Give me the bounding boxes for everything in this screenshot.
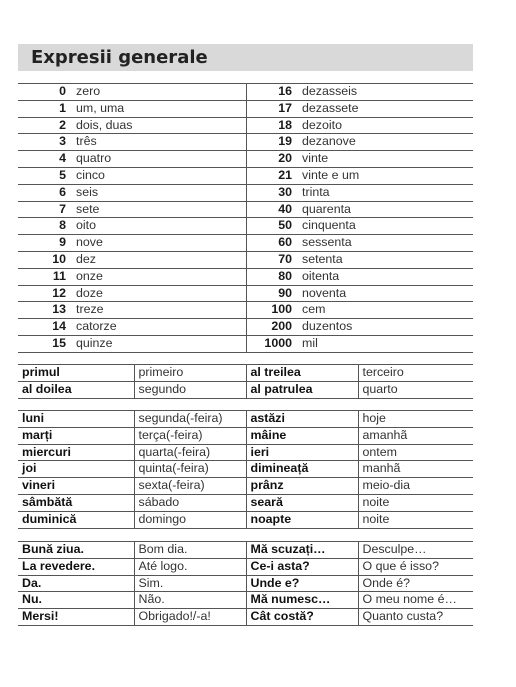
romanian-term: ieri — [246, 444, 358, 461]
phrase-row — [18, 542, 473, 559]
number-word: setenta — [298, 251, 473, 268]
number-word: treze — [72, 302, 246, 319]
romanian-term: Cât costă? — [246, 609, 358, 626]
number-word: oitenta — [298, 268, 473, 285]
portuguese-term: noite — [358, 494, 473, 511]
number-word: nove — [72, 235, 246, 252]
number-value: 200 — [246, 319, 298, 336]
portuguese-term: terça(-feira) — [134, 427, 246, 444]
portuguese-term: O que é isso? — [358, 558, 473, 575]
romanian-term: Nu. — [18, 592, 134, 609]
day-row — [18, 444, 473, 461]
number-value: 7 — [18, 201, 72, 218]
romanian-term: astăzi — [246, 411, 358, 428]
number-value: 4 — [18, 151, 72, 168]
portuguese-term: Até logo. — [134, 558, 246, 575]
number-row — [18, 302, 473, 319]
romanian-term: Mă numesc… — [246, 592, 358, 609]
number-value: 30 — [246, 184, 298, 201]
number-value: 1 — [18, 100, 72, 117]
phrase-row — [18, 558, 473, 575]
number-value: 70 — [246, 251, 298, 268]
number-row — [18, 319, 473, 336]
portuguese-term: Não. — [134, 592, 246, 609]
romanian-term: luni — [18, 411, 134, 428]
portuguese-term: segunda(-feira) — [134, 411, 246, 428]
romanian-term: Da. — [18, 575, 134, 592]
number-value: 11 — [18, 268, 72, 285]
portuguese-term: Onde é? — [358, 575, 473, 592]
romanian-term: Mersi! — [18, 609, 134, 626]
number-row — [18, 201, 473, 218]
number-word: quarenta — [298, 201, 473, 218]
number-value: 0 — [18, 84, 72, 101]
romanian-term: duminică — [18, 511, 134, 528]
portuguese-term: amanhã — [358, 427, 473, 444]
number-row — [18, 167, 473, 184]
romanian-term: marți — [18, 427, 134, 444]
page-title: Expresii generale — [18, 44, 473, 71]
number-word: onze — [72, 268, 246, 285]
number-value: 21 — [246, 167, 298, 184]
number-row — [18, 151, 473, 168]
number-value: 40 — [246, 201, 298, 218]
portuguese-term: meio-dia — [358, 478, 473, 495]
number-value: 17 — [246, 100, 298, 117]
day-row — [18, 427, 473, 444]
portuguese-term: terceiro — [358, 365, 473, 382]
number-word: três — [72, 134, 246, 151]
number-row — [18, 268, 473, 285]
number-value: 60 — [246, 235, 298, 252]
portuguese-term: hoje — [358, 411, 473, 428]
number-word: cinquenta — [298, 218, 473, 235]
number-word: duzentos — [298, 319, 473, 336]
number-word: vinte e um — [298, 167, 473, 184]
portuguese-term: segundo — [134, 381, 246, 398]
number-value: 12 — [18, 285, 72, 302]
number-row — [18, 251, 473, 268]
number-value: 90 — [246, 285, 298, 302]
portuguese-term: Sim. — [134, 575, 246, 592]
number-word: trinta — [298, 184, 473, 201]
number-word: um, uma — [72, 100, 246, 117]
romanian-term: mâine — [246, 427, 358, 444]
number-word: dezassete — [298, 100, 473, 117]
number-word: sessenta — [298, 235, 473, 252]
number-word: quinze — [72, 335, 246, 352]
ordinals-table — [18, 364, 473, 399]
number-word: doze — [72, 285, 246, 302]
romanian-term: primul — [18, 365, 134, 382]
romanian-term: noapte — [246, 511, 358, 528]
romanian-term: Unde e? — [246, 575, 358, 592]
number-value: 50 — [246, 218, 298, 235]
romanian-term: al patrulea — [246, 381, 358, 398]
number-value: 5 — [18, 167, 72, 184]
day-row — [18, 494, 473, 511]
number-row — [18, 84, 473, 101]
portuguese-term: Desculpe… — [358, 542, 473, 559]
number-row — [18, 285, 473, 302]
portuguese-term: primeiro — [134, 365, 246, 382]
number-value: 3 — [18, 134, 72, 151]
number-value: 2 — [18, 117, 72, 134]
romanian-term: sâmbătă — [18, 494, 134, 511]
portuguese-term: sexta(-feira) — [134, 478, 246, 495]
number-word: seis — [72, 184, 246, 201]
number-row — [18, 218, 473, 235]
number-value: 16 — [246, 84, 298, 101]
number-word: sete — [72, 201, 246, 218]
romanian-term: La revedere. — [18, 558, 134, 575]
number-value: 10 — [18, 251, 72, 268]
number-value: 15 — [18, 335, 72, 352]
romanian-term: prânz — [246, 478, 358, 495]
day-row — [18, 511, 473, 528]
number-row — [18, 117, 473, 134]
number-word: dezanove — [298, 134, 473, 151]
day-row — [18, 461, 473, 478]
number-value: 13 — [18, 302, 72, 319]
romanian-term: miercuri — [18, 444, 134, 461]
romanian-term: Bună ziua. — [18, 542, 134, 559]
portuguese-term: quinta(-feira) — [134, 461, 246, 478]
number-value: 20 — [246, 151, 298, 168]
portuguese-term: sábado — [134, 494, 246, 511]
number-word: zero — [72, 84, 246, 101]
portuguese-term: noite — [358, 511, 473, 528]
number-row — [18, 100, 473, 117]
portuguese-term: Quanto custa? — [358, 609, 473, 626]
romanian-term: joi — [18, 461, 134, 478]
number-row — [18, 235, 473, 252]
romanian-term: al doilea — [18, 381, 134, 398]
phrases-table — [18, 541, 473, 626]
number-word: catorze — [72, 319, 246, 336]
ordinal-row — [18, 365, 473, 382]
romanian-term: Ce-i asta? — [246, 558, 358, 575]
romanian-term: Mă scuzați… — [246, 542, 358, 559]
number-word: mil — [298, 335, 473, 352]
romanian-term: vineri — [18, 478, 134, 495]
romanian-term: dimineață — [246, 461, 358, 478]
ordinal-row — [18, 381, 473, 398]
phrase-row — [18, 575, 473, 592]
number-value: 6 — [18, 184, 72, 201]
number-word: noventa — [298, 285, 473, 302]
portuguese-term: O meu nome é… — [358, 592, 473, 609]
portuguese-term: quarto — [358, 381, 473, 398]
number-word: dezoito — [298, 117, 473, 134]
phrase-row — [18, 609, 473, 626]
number-word: dois, duas — [72, 117, 246, 134]
day-row — [18, 478, 473, 495]
number-value: 100 — [246, 302, 298, 319]
portuguese-term: ontem — [358, 444, 473, 461]
number-value: 9 — [18, 235, 72, 252]
number-word: dezasseis — [298, 84, 473, 101]
number-word: cem — [298, 302, 473, 319]
portuguese-term: Bom dia. — [134, 542, 246, 559]
number-value: 18 — [246, 117, 298, 134]
romanian-term: al treilea — [246, 365, 358, 382]
portuguese-term: Obrigado!/-a! — [134, 609, 246, 626]
portuguese-term: quarta(-feira) — [134, 444, 246, 461]
number-row — [18, 335, 473, 352]
number-word: oito — [72, 218, 246, 235]
number-value: 19 — [246, 134, 298, 151]
number-word: vinte — [298, 151, 473, 168]
number-value: 1000 — [246, 335, 298, 352]
portuguese-term: domingo — [134, 511, 246, 528]
phrase-row — [18, 592, 473, 609]
number-word: dez — [72, 251, 246, 268]
number-value: 8 — [18, 218, 72, 235]
romanian-term: seară — [246, 494, 358, 511]
portuguese-term: manhã — [358, 461, 473, 478]
number-row — [18, 134, 473, 151]
number-word: cinco — [72, 167, 246, 184]
day-row — [18, 411, 473, 428]
numbers-table — [18, 83, 473, 353]
days-table — [18, 410, 473, 529]
number-value: 80 — [246, 268, 298, 285]
number-word: quatro — [72, 151, 246, 168]
number-value: 14 — [18, 319, 72, 336]
number-row — [18, 184, 473, 201]
